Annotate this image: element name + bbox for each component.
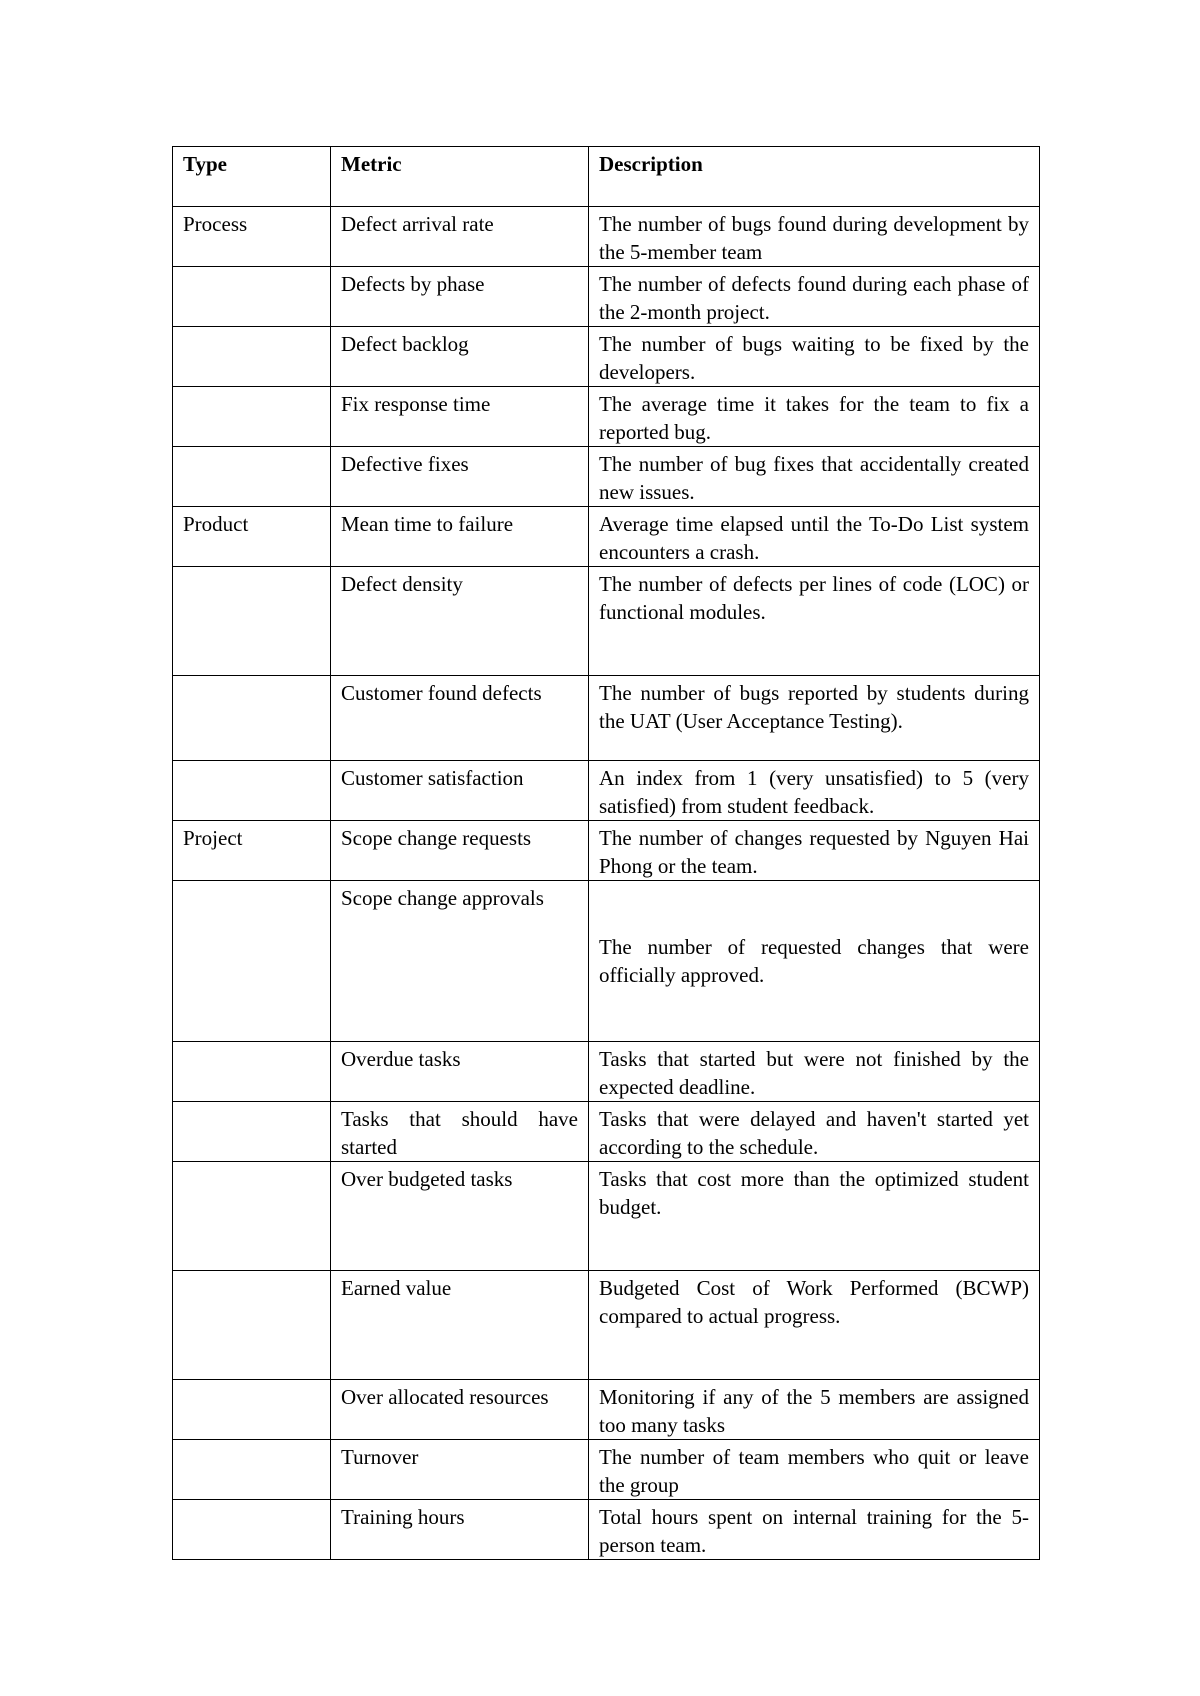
metric-cell: Defect arrival rate xyxy=(331,207,589,267)
type-cell xyxy=(173,267,331,327)
type-cell xyxy=(173,676,331,761)
header-description: Description xyxy=(589,147,1040,207)
description-cell: The number of bugs found during development by the 5-member team xyxy=(589,207,1040,267)
description-cell: Budgeted Cost of Work Performed (BCWP) compared to actual progress. xyxy=(589,1271,1040,1380)
table-row xyxy=(173,1042,1040,1102)
description-cell: Monitoring if any of the 5 members are assigned too many tasks xyxy=(589,1380,1040,1440)
metric-cell: Defects by phase xyxy=(331,267,589,327)
description-cell: The number of defects found during each phase of the 2-month project. xyxy=(589,267,1040,327)
table-row xyxy=(173,447,1040,507)
metric-cell: Over allocated resources xyxy=(331,1380,589,1440)
type-cell: Process xyxy=(173,207,331,267)
description-cell: Tasks that cost more than the optimized student budget. xyxy=(589,1162,1040,1271)
description-cell: The number of team members who quit or leave the group xyxy=(589,1440,1040,1500)
type-cell xyxy=(173,1042,331,1102)
metric-cell: Earned value xyxy=(331,1271,589,1380)
metric-cell: Customer found defects xyxy=(331,676,589,761)
type-cell xyxy=(173,1500,331,1560)
header-type: Type xyxy=(173,147,331,207)
type-cell xyxy=(173,567,331,676)
table-row xyxy=(173,567,1040,676)
metric-cell: Defect backlog xyxy=(331,327,589,387)
description-cell: The number of requested changes that were officially approved. xyxy=(589,881,1040,1042)
type-cell xyxy=(173,447,331,507)
metrics-table xyxy=(172,146,1040,1560)
type-cell xyxy=(173,387,331,447)
table-row xyxy=(173,676,1040,761)
type-cell xyxy=(173,327,331,387)
metric-cell: Defect density xyxy=(331,567,589,676)
table-row xyxy=(173,881,1040,1042)
table-row xyxy=(173,1271,1040,1380)
table-row xyxy=(173,267,1040,327)
table-row xyxy=(173,387,1040,447)
description-cell: The number of bugs waiting to be fixed by the developers. xyxy=(589,327,1040,387)
type-cell xyxy=(173,1102,331,1162)
type-cell xyxy=(173,1271,331,1380)
description-cell: The number of bugs reported by students during the UAT (User Acceptance Testing). xyxy=(589,676,1040,761)
table-row xyxy=(173,507,1040,567)
description-cell: The number of defects per lines of code (LOC) or functional modules. xyxy=(589,567,1040,676)
table-row xyxy=(173,821,1040,881)
metric-cell: Mean time to failure xyxy=(331,507,589,567)
type-cell xyxy=(173,1440,331,1500)
header-metric: Metric xyxy=(331,147,589,207)
table-row xyxy=(173,1440,1040,1500)
type-cell xyxy=(173,881,331,1042)
table-row xyxy=(173,1162,1040,1271)
table-row xyxy=(173,207,1040,267)
table-row xyxy=(173,1102,1040,1162)
metric-cell: Tasks that should have started xyxy=(331,1102,589,1162)
type-cell xyxy=(173,1162,331,1271)
metric-cell: Customer satisfaction xyxy=(331,761,589,821)
description-cell: Tasks that started but were not finished by the expected deadline. xyxy=(589,1042,1040,1102)
type-cell: Product xyxy=(173,507,331,567)
type-cell xyxy=(173,761,331,821)
metric-cell: Scope change approvals xyxy=(331,881,589,1042)
type-cell xyxy=(173,1380,331,1440)
metric-cell: Over budgeted tasks xyxy=(331,1162,589,1271)
description-cell: Total hours spent on internal training for the 5-person team. xyxy=(589,1500,1040,1560)
metric-cell: Training hours xyxy=(331,1500,589,1560)
type-cell: Project xyxy=(173,821,331,881)
description-cell: An index from 1 (very unsatisfied) to 5 (very satisfied) from student feedback. xyxy=(589,761,1040,821)
description-cell: The average time it takes for the team to fix a reported bug. xyxy=(589,387,1040,447)
table-row xyxy=(173,327,1040,387)
metric-cell: Defective fixes xyxy=(331,447,589,507)
description-cell: The number of bug fixes that accidentally created new issues. xyxy=(589,447,1040,507)
description-cell: Tasks that were delayed and haven't started yet according to the schedule. xyxy=(589,1102,1040,1162)
table-row xyxy=(173,1500,1040,1560)
description-cell: Average time elapsed until the To-Do List system encounters a crash. xyxy=(589,507,1040,567)
table-header-row xyxy=(173,147,1040,207)
table-row xyxy=(173,761,1040,821)
metric-cell: Fix response time xyxy=(331,387,589,447)
metric-cell: Turnover xyxy=(331,1440,589,1500)
metric-cell: Overdue tasks xyxy=(331,1042,589,1102)
description-cell: The number of changes requested by Nguyen Hai Phong or the team. xyxy=(589,821,1040,881)
metric-cell: Scope change requests xyxy=(331,821,589,881)
table-row xyxy=(173,1380,1040,1440)
